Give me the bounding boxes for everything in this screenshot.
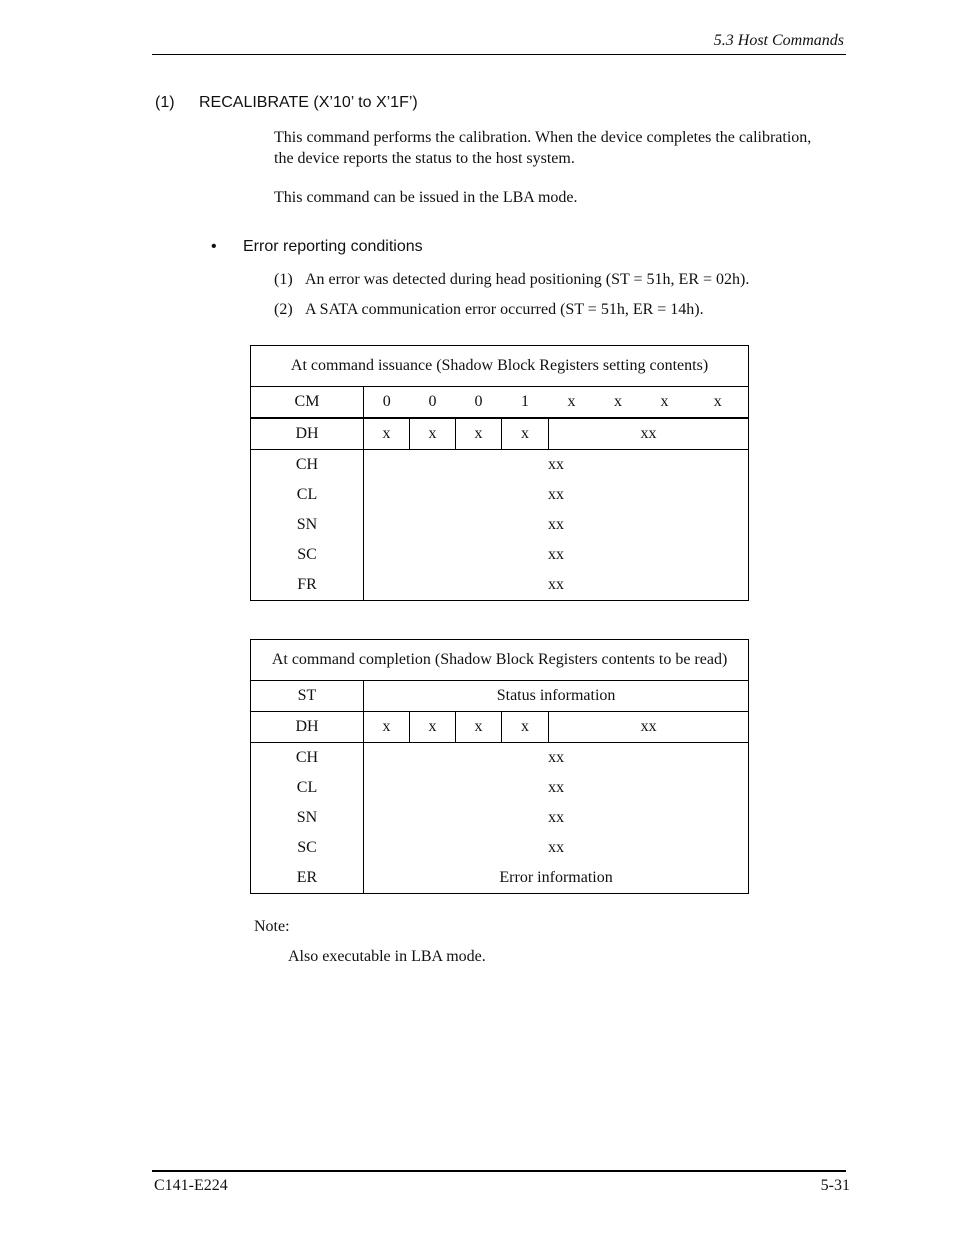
register-value: xx xyxy=(364,833,749,863)
section-title: RECALIBRATE (X’10’ to X’1F’) xyxy=(199,94,418,111)
cm-bit: 0 xyxy=(364,387,410,419)
dh-bit: x xyxy=(364,712,410,743)
register-label-dh: DH xyxy=(251,712,364,743)
completion-register-table xyxy=(250,639,749,894)
condition-number: (1) xyxy=(274,271,293,288)
table-caption: At command completion (Shadow Block Registers contents to be read) xyxy=(251,640,749,681)
table-caption: At command issuance (Shadow Block Registers setting contents) xyxy=(251,346,749,387)
register-label-cm: CM xyxy=(251,387,364,419)
bullet-icon: • xyxy=(211,238,217,255)
issuance-register-table xyxy=(250,345,749,601)
cm-bit: 0 xyxy=(456,387,502,419)
dh-bit: x xyxy=(502,418,549,450)
register-value: xx xyxy=(364,570,749,601)
register-label: SN xyxy=(251,803,364,833)
register-label: CL xyxy=(251,480,364,510)
dh-bit: x xyxy=(502,712,549,743)
register-value: xx xyxy=(364,773,749,803)
register-label: SN xyxy=(251,510,364,540)
lba-paragraph: This command can be issued in the LBA mode. xyxy=(274,189,578,206)
note-label: Note: xyxy=(254,918,290,935)
register-value: xx xyxy=(364,743,749,774)
dh-bit: x xyxy=(456,418,502,450)
cm-bit: 1 xyxy=(502,387,549,419)
condition-number: (2) xyxy=(274,301,293,318)
dh-rest: xx xyxy=(549,712,749,743)
dh-rest: xx xyxy=(549,418,749,450)
dh-bit: x xyxy=(364,418,410,450)
description-paragraph: This command performs the calibration. When the device completes the calibration, the device reports the status to the host system. xyxy=(274,129,812,167)
cm-bit: x xyxy=(595,387,642,419)
register-label: SC xyxy=(251,833,364,863)
section-number: (1) xyxy=(155,94,175,111)
page-number: 5-31 xyxy=(820,1177,850,1194)
register-label: CL xyxy=(251,773,364,803)
register-label: CH xyxy=(251,743,364,774)
register-value: xx xyxy=(364,510,749,540)
cm-bit: x xyxy=(642,387,688,419)
register-label: CH xyxy=(251,450,364,481)
running-header: 5.3 Host Commands xyxy=(713,32,844,49)
status-value: Status information xyxy=(364,681,749,712)
register-label-st: ST xyxy=(251,681,364,712)
cm-bit: x xyxy=(549,387,595,419)
condition-text: A SATA communication error occurred (ST = 51h, ER = 14h). xyxy=(305,301,704,318)
cm-bit: 0 xyxy=(410,387,456,419)
dh-bit: x xyxy=(456,712,502,743)
condition-text: An error was detected during head positioning (ST = 51h, ER = 02h). xyxy=(305,271,750,288)
register-value: xx xyxy=(364,450,749,481)
register-value: xx xyxy=(364,803,749,833)
register-label-dh: DH xyxy=(251,418,364,450)
register-value: xx xyxy=(364,480,749,510)
register-value: xx xyxy=(364,540,749,570)
document-id: C141-E224 xyxy=(154,1177,228,1194)
register-label: SC xyxy=(251,540,364,570)
note-text: Also executable in LBA mode. xyxy=(288,948,486,965)
dh-bit: x xyxy=(410,712,456,743)
cm-bit: x xyxy=(688,387,749,419)
register-value: Error information xyxy=(364,863,749,894)
register-label: FR xyxy=(251,570,364,601)
error-conditions-heading: Error reporting conditions xyxy=(243,238,423,255)
register-label: ER xyxy=(251,863,364,894)
dh-bit: x xyxy=(410,418,456,450)
footer-rule xyxy=(152,1170,846,1172)
header-rule xyxy=(152,54,846,55)
